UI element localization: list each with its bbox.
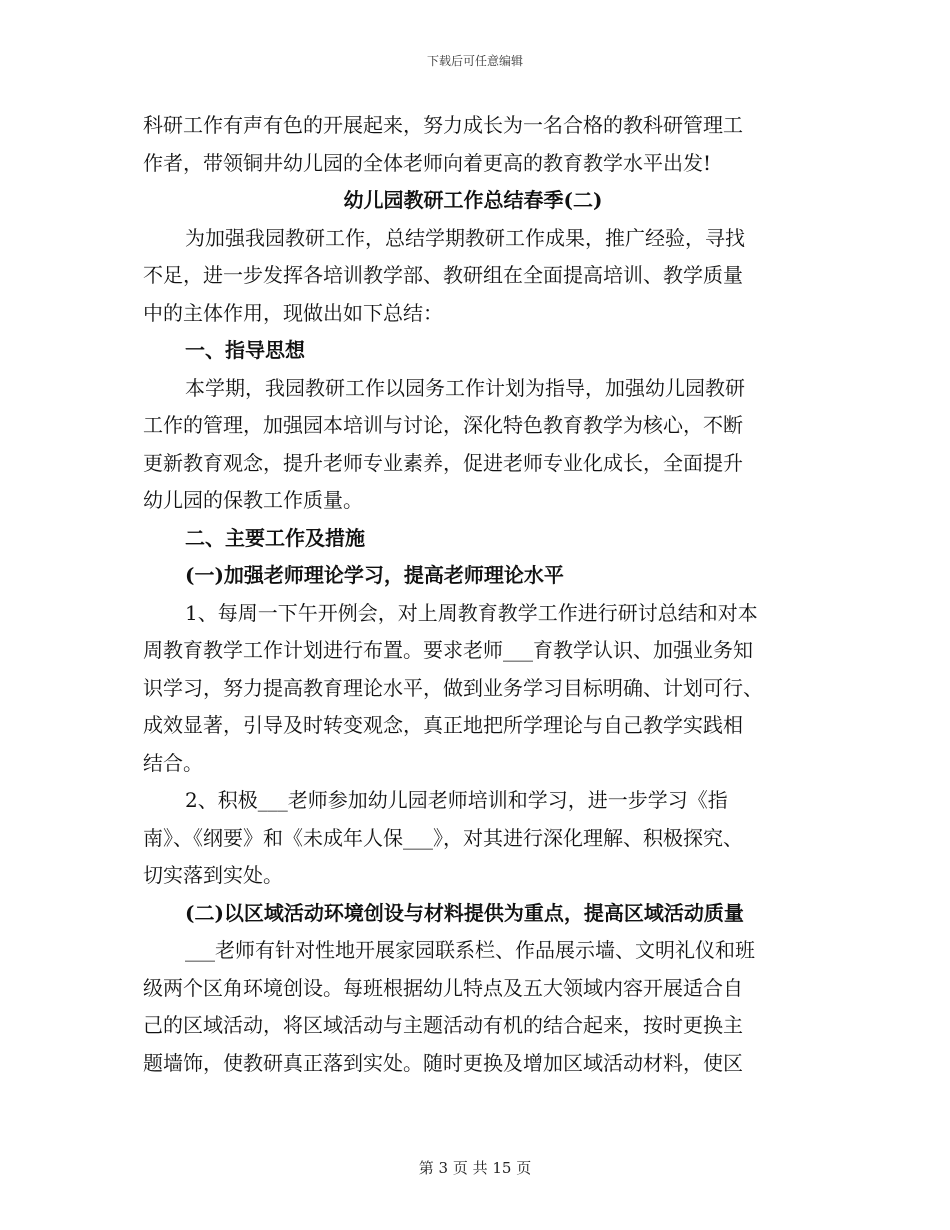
text-line: 为加强我园教研工作，总结学期教研工作成果，推广经验，寻找 (185, 225, 745, 250)
text-line: 本学期，我园教研工作以园务工作计划为指导，加强幼儿园教研 (185, 375, 745, 400)
text-line: 南》、《纲要》和《未成年人保___》，对其进行深化理解、积极探究、 (143, 825, 743, 850)
document-body (143, 107, 803, 1082)
text-line: 识学习，努力提高教育理论水平，做到业务学习目标明确、计划可行、 (143, 675, 763, 700)
section-heading: 二、主要工作及措施 (185, 525, 365, 550)
text-line: 结合。 (143, 750, 203, 775)
text-line: 工作的管理，加强园本培训与讨论，深化特色教育教学为核心，不断 (143, 413, 743, 437)
text-line: 己的区域活动，将区域活动与主题活动有机的结合起来，按时更换主 (143, 1013, 743, 1037)
text-line: 幼儿园的保教工作质量。 (143, 488, 363, 512)
text-line: 题墙饰，使教研真正落到实处。随时更换及增加区域活动材料，使区 (143, 1050, 743, 1075)
text-line: 成效显著，引导及时转变观念，真正地把所学理论与自己教学实践相 (143, 713, 743, 737)
section-heading: (一)加强老师理论学习，提高老师理论水平 (185, 563, 564, 587)
section-title: 幼儿园教研工作总结春季(二) (343, 188, 603, 212)
section-heading: (二)以区域活动环境创设与材料提供为重点，提高区域活动质量 (185, 900, 744, 925)
text-line: 级两个区角环境创设。每班根据幼儿特点及五大领域内容开展适合自 (143, 975, 743, 1000)
text-line: ___老师有针对性地开展家园联系栏、作品展示墙、文明礼仪和班 (185, 938, 755, 962)
page-header: 下载后可任意编辑 (426, 54, 523, 68)
text-line: 不足，进一步发挥各培训教学部、教研组在全面提高培训、教学质量 (143, 263, 743, 287)
text-line: 2、积极___老师参加幼儿园老师培训和学习，进一步学习《指 (185, 788, 728, 812)
text-line: 科研工作有声有色的开展起来，努力成长为一名合格的教科研管理工 (143, 113, 743, 137)
text-line: 更新教育观念，提升老师专业素养，促进老师专业化成长，全面提升 (143, 450, 743, 475)
text-line: 切实落到实处。 (143, 863, 283, 887)
page-footer: 第 3 页 共 15 页 (418, 1159, 532, 1177)
text-line: 中的主体作用，现做出如下总结： (143, 300, 443, 325)
text-line: 周教育教学工作计划进行布置。要求老师___育教学认识、加强业务知 (143, 638, 753, 662)
text-line: 1、每周一下午开例会，对上周教育教学工作进行研讨总结和对本 (185, 600, 758, 625)
text-line: 作者，带领铜井幼儿园的全体老师向着更高的教育教学水平出发! (143, 150, 712, 175)
section-heading: 一、指导思想 (185, 338, 305, 362)
